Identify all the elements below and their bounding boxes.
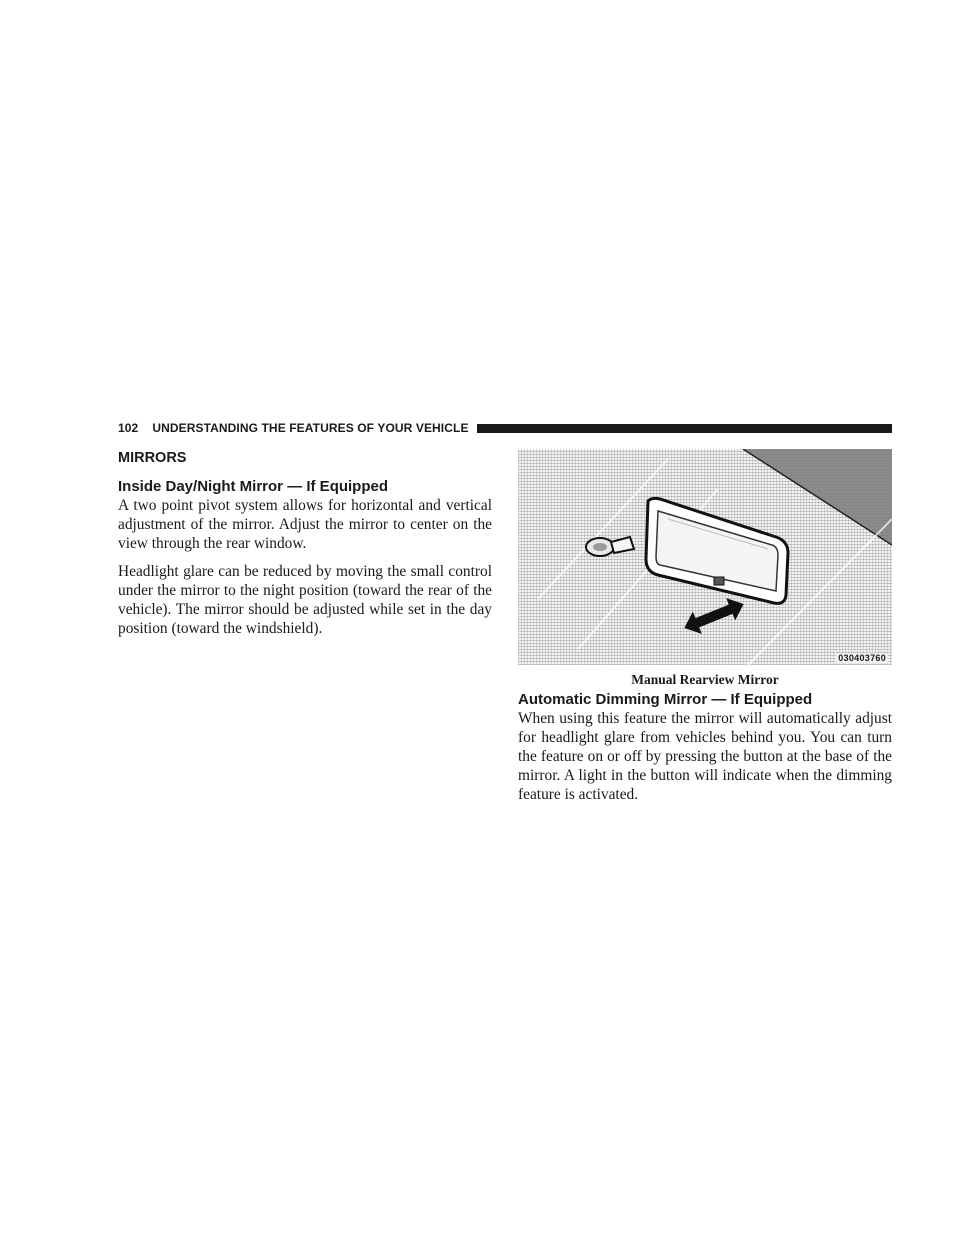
right-column: [518, 449, 892, 804]
page-number: 102: [118, 421, 139, 435]
adjust-arrow: [680, 593, 748, 639]
paragraph-glare: Headlight glare can be reduced by moving the small control under the mirror to the night position (toward the rear of the vehicle). The mirror should be adjusted while set in the day position (toward the windshield).: [118, 563, 492, 637]
section-title: MIRRORS: [118, 450, 187, 466]
header-rule: [477, 424, 892, 433]
day-night-tab: [714, 577, 724, 585]
page-header: [118, 419, 892, 437]
rearview-mirror-illustration: [518, 449, 892, 665]
mirror-figure: [518, 449, 892, 665]
left-column: [118, 449, 492, 638]
subsection-title-day-night: Inside Day/Night Mirror — If Equipped: [118, 478, 389, 495]
chapter-title: UNDERSTANDING THE FEATURES OF YOUR VEHICLE: [152, 421, 469, 435]
paragraph-pivot: A two point pivot system allows for horizontal and vertical adjustment of the mirror. Adjust the mirror to center on the view through the rear window.: [118, 497, 492, 552]
paragraph-auto-dimming: When using this feature the mirror will automatically adjust for headlight glare from vehicles behind you. You can turn the feature on or off by pressing the button at the base of the mirror. A light in the button will indicate when the dimming feature is activated.: [518, 710, 892, 803]
figure-caption: Manual Rearview Mirror: [631, 672, 779, 687]
subsection-title-auto-dimming: Automatic Dimming Mirror — If Equipped: [518, 691, 813, 708]
mirror-housing: [646, 498, 788, 603]
mirror-mount: [586, 537, 634, 556]
figure-code: 030403760: [838, 653, 886, 663]
